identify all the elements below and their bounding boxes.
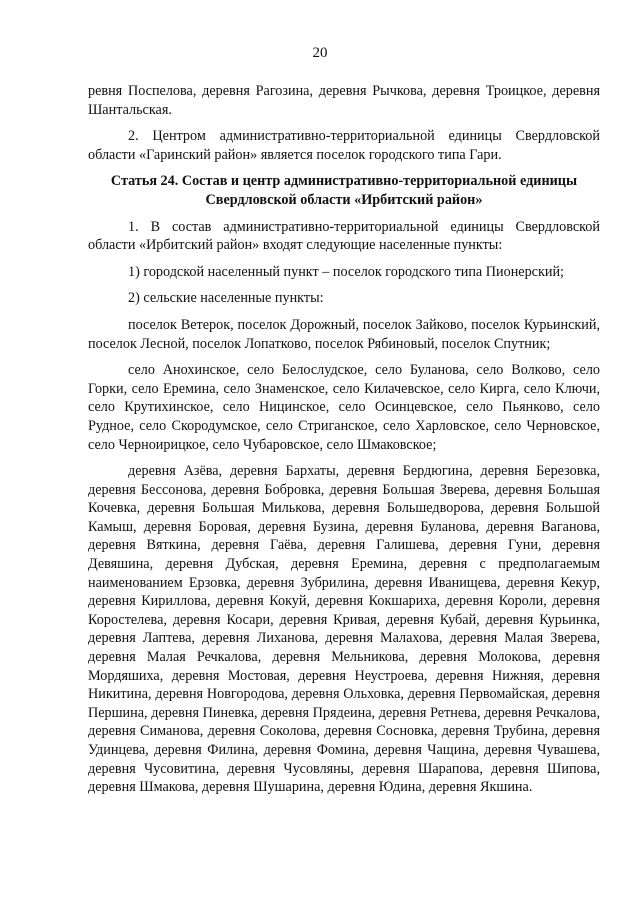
page-number: 20 <box>312 45 328 61</box>
paragraph-composition: 1. В состав административно-территориальной единицы Свердловской области «Ирбитский район» входят следующие населенные пункты: <box>88 218 600 254</box>
paragraph-derevni-list: деревня Азёва, деревня Бархаты, деревня Бердюгина, деревня Березовка, деревня Бессонова, деревня Бобровка, деревня Большая Зверева, деревня Большая Кочевка, деревня Большая Милькова, деревня Большедворова, деревня Большой Камыш, деревня Боровая, деревня Бузина, деревня Буланова, деревня Ваганова, деревня Вяткина, деревня Гаёва, деревня Галишева, деревня Гуни, деревня Девяшина, деревня Дубская, деревня Еремина, деревня с предполагаемым наименованием Ерзовка, деревня Зубрилина, деревня Иванищева, деревня Кекур, деревня Кириллова, деревня Кокуй, деревня Кокшариха, деревня Короли, деревня Коростелева, деревня Косари, деревня Кривая, деревня Кубай, деревня Курьинка, деревня Лаптева, деревня Лиханова, деревня Малахова, деревня Малая Зверева, деревня Малая Речкалова, деревня Мельникова, деревня Молокова, деревня Мордяшиха, деревня Мостовая, деревня Неустроева, деревня Нижняя, деревня Никитина, деревня Новгородова, деревня Ольховка, деревня Первомайская, деревня Першина, деревня Пиневка, деревня Прядеина, деревня Ретнева, деревня Речкалова, деревня Симанова, деревня Соколова, деревня Сосновка, деревня Трубина, деревня Удинцева, деревня Филина, деревня Фомина, деревня Чащина, деревня Чувашева, деревня Чусовитина, деревня Чусовляны, деревня Шарапова, деревня Шипова, деревня Шмакова, деревня Шушарина, деревня Юдина, деревня Якшина. <box>88 463 600 796</box>
document-body <box>88 82 600 797</box>
paragraph-rural-settlements: 2) сельские населенные пункты: <box>128 290 324 307</box>
paragraph-poselki-list: поселок Ветерок, поселок Дорожный, поселок Зайково, поселок Курьинский, поселок Лесной, поселок Лопатково, поселок Рябиновый, поселок Спутник; <box>88 316 600 352</box>
article-24-heading: Статья 24. Состав и центр административно-территориальной единицы Свердловской области «Ирбитский район» <box>110 173 578 208</box>
paragraph-sela-list: село Анохинское, село Белослудское, село Буланова, село Волково, село Горки, село Еремина, село Знаменское, село Килачевское, село Кирга, село Ключи, село Крутихинское, село Ницинское, село Осинцевское, село Пьянково, село Рудное, село Скородумское, село Стриганское, село Харловское, село Черновское, село Черноирицкое, село Чубаровское, село Шмаковское; <box>88 362 600 453</box>
paragraph-continuation: ревня Поспелова, деревня Рагозина, деревня Рычкова, деревня Троицкое, деревня Шантальская. <box>88 83 600 118</box>
paragraph-administrative-center: 2. Центром административно-территориальной единицы Свердловской области «Гаринский район» является поселок городского типа Гари. <box>88 128 600 163</box>
paragraph-urban-settlement: 1) городской населенный пункт – поселок городского типа Пионерский; <box>128 263 564 280</box>
